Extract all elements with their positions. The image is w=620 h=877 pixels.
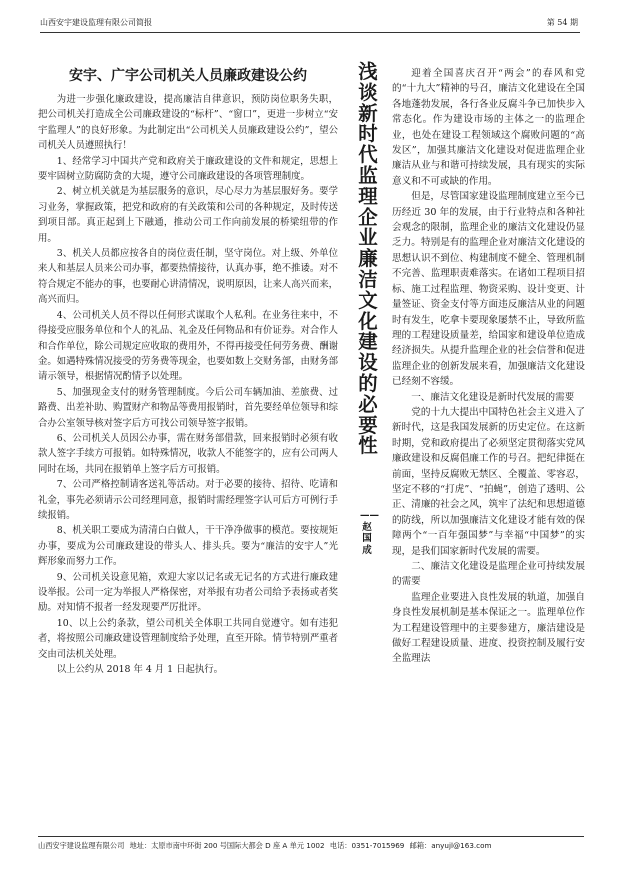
paragraph: 但是，尽管国家建设监理制度建立至今已历经近 30 年的发展，由于行业特点和各种社会观念的限制，监理企业的廉洁文化建设仍显乏力。特别是有的监理企业对廉洁文化建设的思想认识不到位、构建制度不健全、管理机制不完善、监理职责难落实。在诸如工程项目招标、施工过程监理、物资采购、设计变更、计量签证、资金支付等方面违反廉洁从业的问题时有发生，吃拿卡要现象屡禁不止，导致所监理的工程建设质量差，给国家和建设单位造成经济损失。从提升监理企业的社会信誉和促进监理企业的创新发展来看，加强廉洁文化建设已经刻不容缓。 (392, 191, 585, 388)
right-article-title: 浅谈新时代监理企业廉洁文化建设的必要性 (358, 60, 378, 458)
paragraph: 4、公司机关人员不得以任何形式谋取个人私利。在业务往来中，不得接受应服务单位和个人的礼品、礼金及任何物品和有价证券。对合作人和合作单位，除公司规定应收取的费用外，不得再接受任何劳务费、酬谢金。如遇特殊情况接受的劳务费等现金，也要如数上交财务部，由财务部请示领导，根据情况酌情予以处理。 (38, 309, 339, 383)
paragraph: 为进一步强化廉政建设，提高廉洁自律意识，预防岗位职务失职，把公司机关打造成全公司廉政建设的“标杆”、“窗口”，更进一步树立“安宇监理人”的良好形象。为此制定出“公司机关人员廉政建设公约”，望公司机关人员遵照执行！ (38, 94, 338, 152)
paragraph: 以上公约从 2018 年 4 月 1 日起执行。 (56, 664, 223, 676)
page-header (40, 14, 580, 33)
paragraph: 党的十九大提出中国特色社会主义进入了新时代，这是我国发展新的历史定位。在这新时期，党和政府提出了必须坚定贯彻落实党风廉政建设和反腐倡廉工作的号召。把纪律挺在前面，坚持反腐败无禁区、全覆盖、零容忍，坚定不移的“打虎”、“拍蝇”，创造了透明、公正、清廉的社会之风，筑牢了法纪和思想道德的防线，所以加强廉洁文化建设才能有效的保障两个“一百年强国梦”与幸福“中国梦”的实现，是我们国家新时代发展的需要。 (392, 406, 585, 557)
paragraph: 7、公司严格控制请客送礼等活动。对于必要的接待、招待、吃请和礼金，事先必须请示公司经理同意，报销时需经理签字认可后方可例行手续报销。 (38, 479, 339, 521)
paragraph: 2、树立机关就是为基层服务的意识，尽心尽力为基层服好务。要学习业务，掌握政策，把党和政府的有关政策和公司的各种规定，及时传送到项目部。真正起到上下融通，推动公司工作向前发展的桥梁纽带的作用。 (38, 186, 339, 244)
left-article-title: 安宇、广宇公司机关人员廉政建设公约 (69, 68, 307, 84)
paragraph: 迎着全国喜庆召开“两会”的春风和党的“十九大”精神的号召，廉洁文化建设在全国各地蓬勃发展，各行各业反腐斗争已加快步入常态化。作为建设市场的主体之一的监理企业，也处在建设工程领域这个腐败问题的“高发区”，加强其廉洁文化建设对促进监理企业廉洁从业与和谐可持续发展，具有现实的实际意义和不可或缺的作用。 (392, 68, 585, 187)
issue-number: 第 54 期 (546, 18, 578, 27)
footer-phone: 电话：0351-7015969 (329, 841, 405, 850)
section-heading: 一、廉洁文化建设是新时代发展的需要 (411, 391, 575, 403)
paragraph: 3、机关人员都应按各自的岗位责任制，坚守岗位。对上级、外单位来人和基层人员来公司办事，都要热情接待，认真办事，绝不推诿。对不符合规定不能办的事，也要耐心讲清情况，说明原因，让来人高兴而来，高兴而归。 (38, 248, 339, 306)
section-heading: 二、廉洁文化建设是监理企业可持续发展的需要 (392, 561, 585, 588)
paragraph: 1、经常学习中国共产党和政府关于廉政建设的文件和规定，思想上要牢固树立防腐防贪的大堤，遵守公司廉政建设的各项管理制度。 (38, 155, 338, 183)
right-article-author: ——赵国成 (360, 510, 379, 556)
paragraph: 10、以上公约条款，望公司机关全体职工共同自觉遵守。如有违犯者，将按照公司廉政建设管理制度给予处理，直至开除。情节特别严重者交由司法机关处理。 (38, 617, 339, 660)
newsletter-name: 山西安宇建设监理有限公司简报 (40, 18, 152, 27)
footer-email: 邮箱：anyujl@163.com (409, 841, 492, 850)
paragraph: 6、公司机关人员因公办事，需在财务部借款，回来报销时必须有收款人签字手续方可报销。如特殊情况，收款人不能签字的，应有公司两人同时在场，共同在报销单上签字后方可报销。 (38, 432, 339, 475)
paragraph: 监理企业要进入良性发展的轨道，加强自身良性发展机制是基本保证之一。监理单位作为工程建设管理中的主要参建方，廉洁建设是做好工程建设质量、进度、投资控制及履行安全监理法 (392, 591, 585, 665)
left-article-body (38, 92, 338, 677)
paragraph: 8、机关职工要成为清清白白做人，干干净净做事的模范。要按规矩办事，要成为公司廉政建设的带头人、排头兵。要为“廉洁的安宇人”光辉形象而努力工作。 (38, 525, 338, 568)
page-footer (38, 836, 584, 851)
left-article (38, 66, 338, 677)
paragraph: 5、加强现金支付的财务管理制度。今后公司车辆加油、差旅费、过路费、出差补助、购置财产和物品等费用报销时，首先要经单位领导和综合办公室领导核对签字后方可找公司领导签字报销。 (38, 386, 339, 429)
paragraph: 9、公司机关设意见箱，欢迎大家以记名或无记名的方式进行廉政建设举报。公司一定为举报人严格保密，对举报有功者公司给予表扬或者奖励。对知情不报者一经发现要严厉批评。 (38, 571, 339, 614)
footer-address: 地址：太原市南中环街 200 号国际大都会 D 座 A 单元 1002 (129, 841, 325, 850)
footer-company: 山西安宇建设监理有限公司 (38, 841, 125, 850)
right-article-body (392, 66, 585, 667)
